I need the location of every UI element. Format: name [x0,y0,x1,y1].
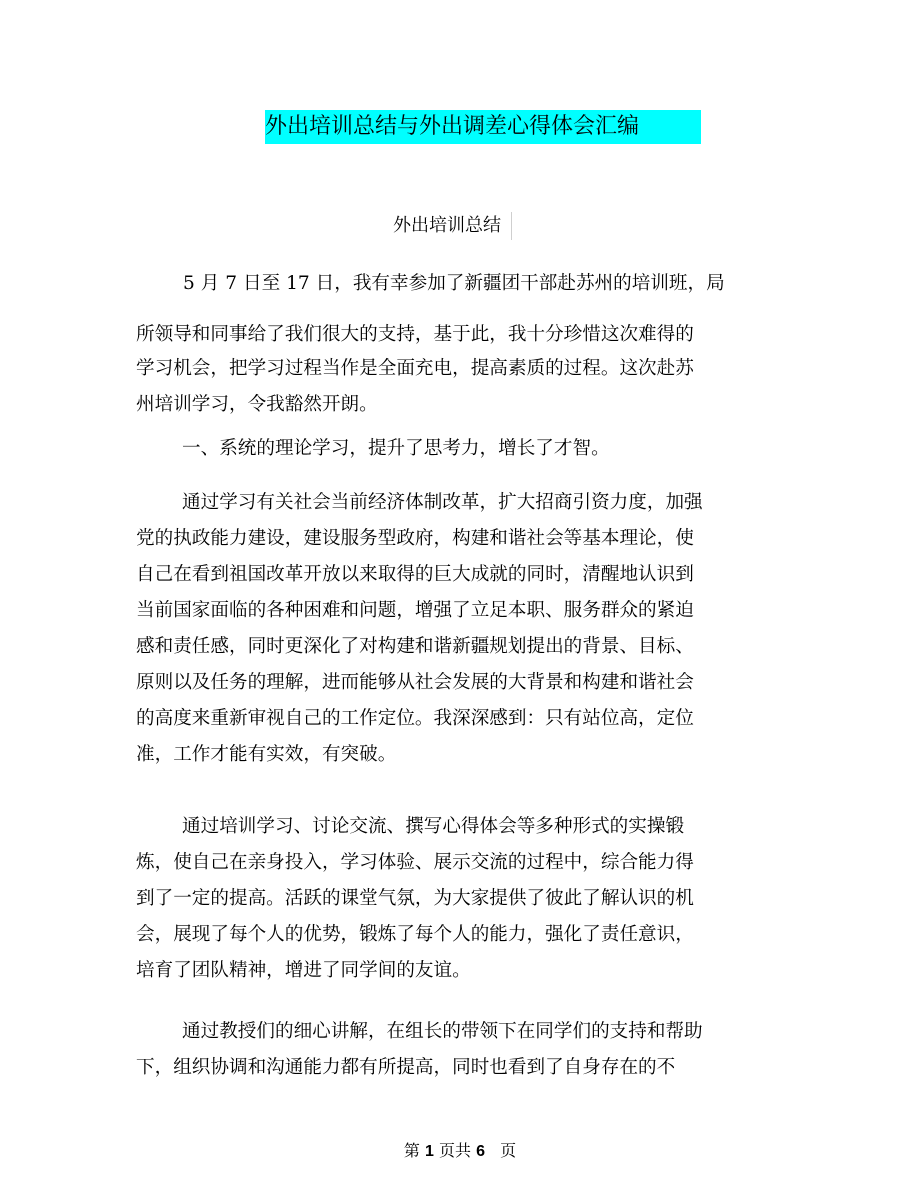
paragraph-line: 州培训学习，令我豁然开朗。 [136,394,378,415]
paragraph-line: 到了一定的提高。活跃的课堂气氛，为大家提供了彼此了解认识的机 [136,888,694,909]
paragraph-line: 感和责任感，同时更深化了对构建和谐新疆规划提出的背景、目标、 [136,636,694,657]
paragraph-line: 通过学习有关社会当前经济体制改革，扩大招商引资力度，加强 [182,492,703,513]
paragraph-line: 会，展现了每个人的优势，锻炼了每个人的能力，强化了责任意识， [136,924,694,945]
paragraph-line: 所领导和同事给了我们很大的支持，基于此，我十分珍惜这次难得的 [136,324,694,345]
paragraph-line: 党的执政能力建设，建设服务型政府，构建和谐社会等基本理论，使 [136,528,694,549]
page-footer [0,1138,920,1165]
footer-suffix: 页 [500,1141,517,1160]
paragraph-line: 一、系统的理论学习，提升了思考力，增长了才智。 [182,438,610,459]
paragraph-line: 炼，使自己在亲身投入，学习体验、展示交流的过程中，综合能力得 [136,852,694,873]
footer-middle: 页共 [438,1141,471,1160]
footer-total-pages: 6 [476,1143,485,1160]
paragraph-line: 5 月 7 日至 17 日，我有幸参加了新疆团干部赴苏州的培训班，局 [183,273,725,294]
footer-page-number: 1 [424,1143,434,1160]
paragraph-line: 自己在看到祖国改革开放以来取得的巨大成就的同时，清醒地认识到 [136,564,694,585]
paragraph-line: 学习机会，把学习过程当作是全面充电，提高素质的过程。这次赴苏 [136,358,694,379]
paragraph-line: 通过教授们的细心讲解，在组长的带领下在同学们的支持和帮助 [182,1021,703,1042]
paragraph-line: 通过培训学习、讨论交流、撰写心得体会等多种形式的实操锻 [182,816,685,837]
document-title: 外出培训总结与外出调差心得体会汇编 [265,114,640,139]
paragraph-line: 准，工作才能有实效，有突破。 [136,744,397,765]
paragraph-line: 的高度来重新审视自己的工作定位。我深深感到：只有站位高，定位 [136,708,694,729]
paragraph-line: 下，组织协调和沟通能力都有所提高，同时也看到了自身存在的不 [136,1057,676,1078]
paragraph-line: 培育了团队精神，增进了同学间的友谊。 [136,960,471,981]
section-title: 外出培训总结 [393,212,512,240]
footer-prefix: 第 [403,1141,420,1160]
paragraph-line: 原则以及任务的理解，进而能够从社会发展的大背景和构建和谐社会 [136,672,694,693]
paragraph-line: 当前国家面临的各种困难和问题，增强了立足本职、服务群众的紧迫 [136,600,694,621]
